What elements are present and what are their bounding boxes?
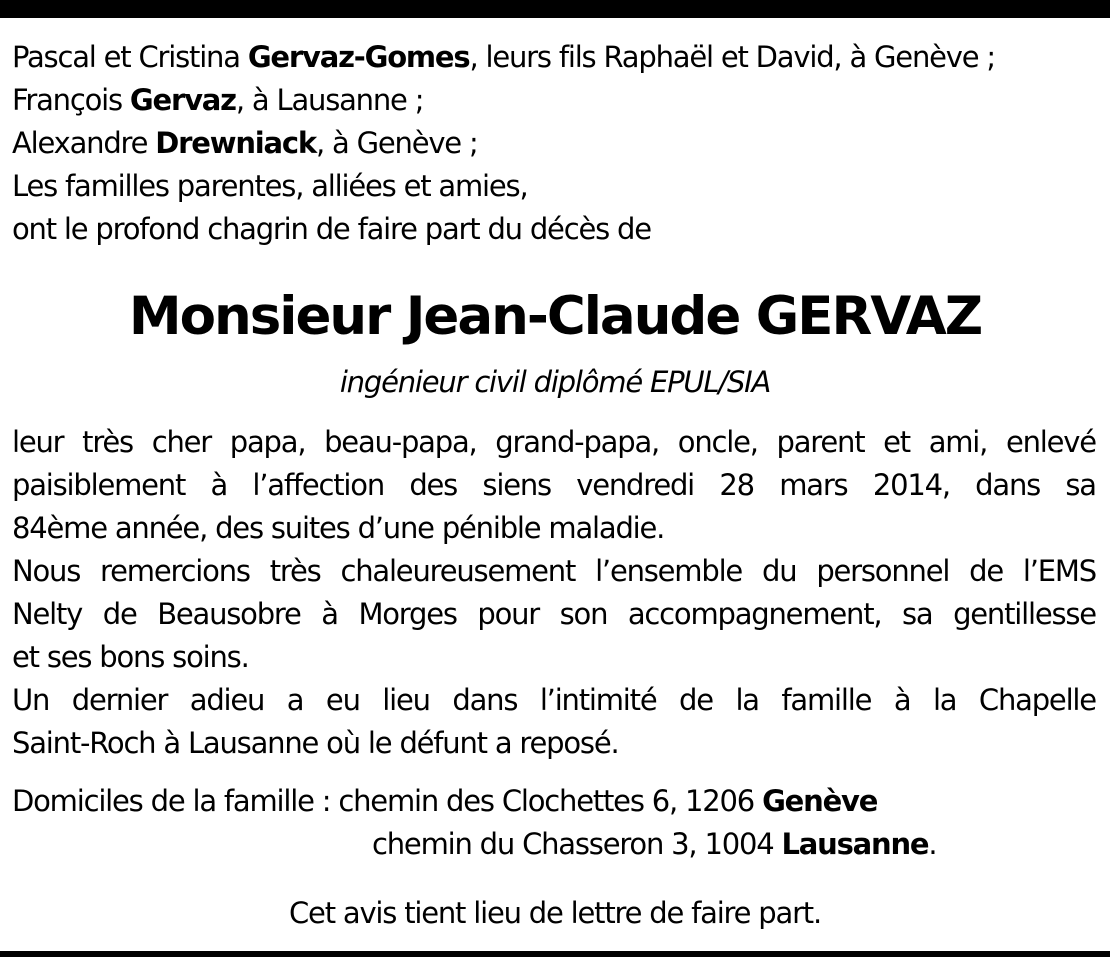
body-p2-line-1-word: remercions: [100, 554, 250, 588]
domicile-address-1: chemin des Clochettes 6, 1206: [338, 784, 763, 818]
relatives-line: Les familles parentes, alliées et amies,: [12, 169, 528, 203]
body-p1-line-1-word: leur: [12, 425, 64, 459]
body-p3-line-1-word: lieu: [382, 683, 430, 717]
body-p1-line-2-word: mars: [779, 468, 848, 502]
body-p3-line-1: [12, 679, 1096, 722]
body-p3-line-1-word: Chapelle: [978, 683, 1096, 717]
announcement-body: [12, 421, 1096, 765]
top-border-rule: [0, 0, 1110, 18]
body-p2-line-2-word: accompagnement,: [627, 597, 882, 631]
body-p1-line-2-word: 28: [719, 468, 754, 502]
family-line-1-prefix: Pascal et Cristina: [12, 40, 248, 74]
body-p1-line-2: [12, 464, 1096, 507]
family-line-3: [12, 122, 1096, 165]
domicile-city-1: Genève: [762, 784, 878, 818]
family-line-1-surname: Gervaz-Gomes: [247, 40, 470, 74]
body-p1-line-2-word: l’affection: [252, 468, 384, 502]
body-p1-line-2-word: siens: [482, 468, 551, 502]
body-p1-line-2-word: des: [409, 468, 458, 502]
body-p1-line-2-word: à: [210, 468, 228, 502]
closing-note: Cet avis tient lieu de lettre de faire part.: [289, 896, 821, 930]
body-p1-line-1: [12, 421, 1096, 464]
body-p2-line-2: [12, 593, 1096, 636]
family-line-3-prefix: Alexandre: [12, 126, 156, 160]
body-p2-line-1: [12, 550, 1096, 593]
body-p2-line-1-word: chaleureusement: [340, 554, 576, 588]
body-p2-line-2-word: sa: [901, 597, 933, 631]
body-p2-line-2-word: pour: [477, 597, 540, 631]
body-p2-line-2-word: de: [102, 597, 137, 631]
family-line-2-surname: Gervaz: [129, 83, 236, 117]
domicile-city-2-suffix: .: [928, 827, 937, 861]
body-p1-line-2-word: dans: [975, 468, 1041, 502]
body-p2-line-2-word: son: [559, 597, 608, 631]
family-line-3-suffix: , à Genève ;: [315, 126, 478, 160]
family-line-2-prefix: François: [12, 83, 130, 117]
body-p3-line-1-word: dernier: [71, 683, 168, 717]
body-p1-line-1-word: et: [883, 425, 910, 459]
body-p2-line-2-word: Nelty: [12, 597, 83, 631]
body-p2-line-2-word: Morges: [358, 597, 457, 631]
body-p2-line-3: et ses bons soins.: [12, 640, 249, 674]
body-p1-line-1-word: grand-papa,: [495, 425, 660, 459]
body-p2-line-1-word: l’ensemble: [595, 554, 743, 588]
domiciles-block: [12, 780, 1096, 866]
body-p3-line-2: Saint-Roch à Lausanne où le défunt a reposé.: [12, 726, 619, 760]
body-p2-line-1-word: l’EMS: [1022, 554, 1096, 588]
body-p2-line-1-word: du: [762, 554, 797, 588]
family-list: [12, 36, 1096, 251]
domicile-line-2: [12, 823, 1096, 866]
body-p2-line-2-word: gentillesse: [953, 597, 1096, 631]
family-line-2: [12, 79, 1096, 122]
body-p2-line-1-word: de: [969, 554, 1003, 588]
body-p1-line-2-word: vendredi: [576, 468, 695, 502]
body-p3-line-1-word: famille: [781, 683, 872, 717]
domicile-address-2: chemin du Chasseron 3, 1004: [372, 827, 782, 861]
body-p1-line-2-word: paisiblement: [12, 468, 186, 502]
body-p3-line-1-word: adieu: [189, 683, 265, 717]
body-p1-line-1-word: oncle,: [677, 425, 758, 459]
body-p3-line-1-word: de: [679, 683, 713, 717]
deceased-title: ingénieur civil diplômé EPUL/SIA: [339, 365, 771, 399]
family-line-3-surname: Drewniack: [155, 126, 316, 160]
domicile-city-2: Lausanne: [781, 827, 929, 861]
body-p3-line-1-word: à: [893, 683, 911, 717]
body-p2-line-1-word: Nous: [12, 554, 81, 588]
intro-line: ont le profond chagrin de faire part du décès de: [12, 212, 651, 246]
bottom-border-rule: [0, 951, 1110, 957]
body-p1-line-2-word: sa: [1065, 468, 1096, 502]
body-p2-line-2-word: à: [321, 597, 338, 631]
body-p1-line-2-word: 2014,: [872, 468, 950, 502]
body-p1-line-1-word: cher: [151, 425, 212, 459]
body-p1-line-3: 84ème année, des suites d’une pénible maladie.: [12, 511, 665, 545]
deceased-name: Monsieur Jean-Claude GERVAZ: [128, 286, 982, 347]
body-p1-line-1-word: ami,: [928, 425, 988, 459]
body-p2-line-1-word: personnel: [816, 554, 950, 588]
body-p3-line-1-word: eu: [325, 683, 360, 717]
body-p1-line-1-word: papa,: [229, 425, 306, 459]
body-p1-line-1-word: enlevé: [1005, 425, 1096, 459]
body-p2-line-1-word: très: [269, 554, 321, 588]
family-line-2-suffix: , à Lausanne ;: [235, 83, 424, 117]
body-p1-line-1-word: parent: [776, 425, 865, 459]
domiciles-label: Domiciles de la famille :: [12, 784, 339, 818]
family-line-1: [12, 36, 1096, 79]
body-p3-line-1-word: la: [932, 683, 957, 717]
domicile-line-1: [12, 780, 1096, 823]
body-p3-line-1-word: Un: [12, 683, 50, 717]
body-p3-line-1-word: la: [735, 683, 759, 717]
body-p1-line-1-word: très: [82, 425, 133, 459]
body-p2-line-2-word: Beausobre: [157, 597, 301, 631]
body-p3-line-1-word: dans: [452, 683, 518, 717]
family-line-1-suffix: , leurs fils Raphaël et David, à Genève ;: [469, 40, 995, 74]
body-p1-line-1-word: beau-papa,: [324, 425, 477, 459]
body-p3-line-1-word: l’intimité: [539, 683, 657, 717]
body-p3-line-1-word: a: [286, 683, 304, 717]
